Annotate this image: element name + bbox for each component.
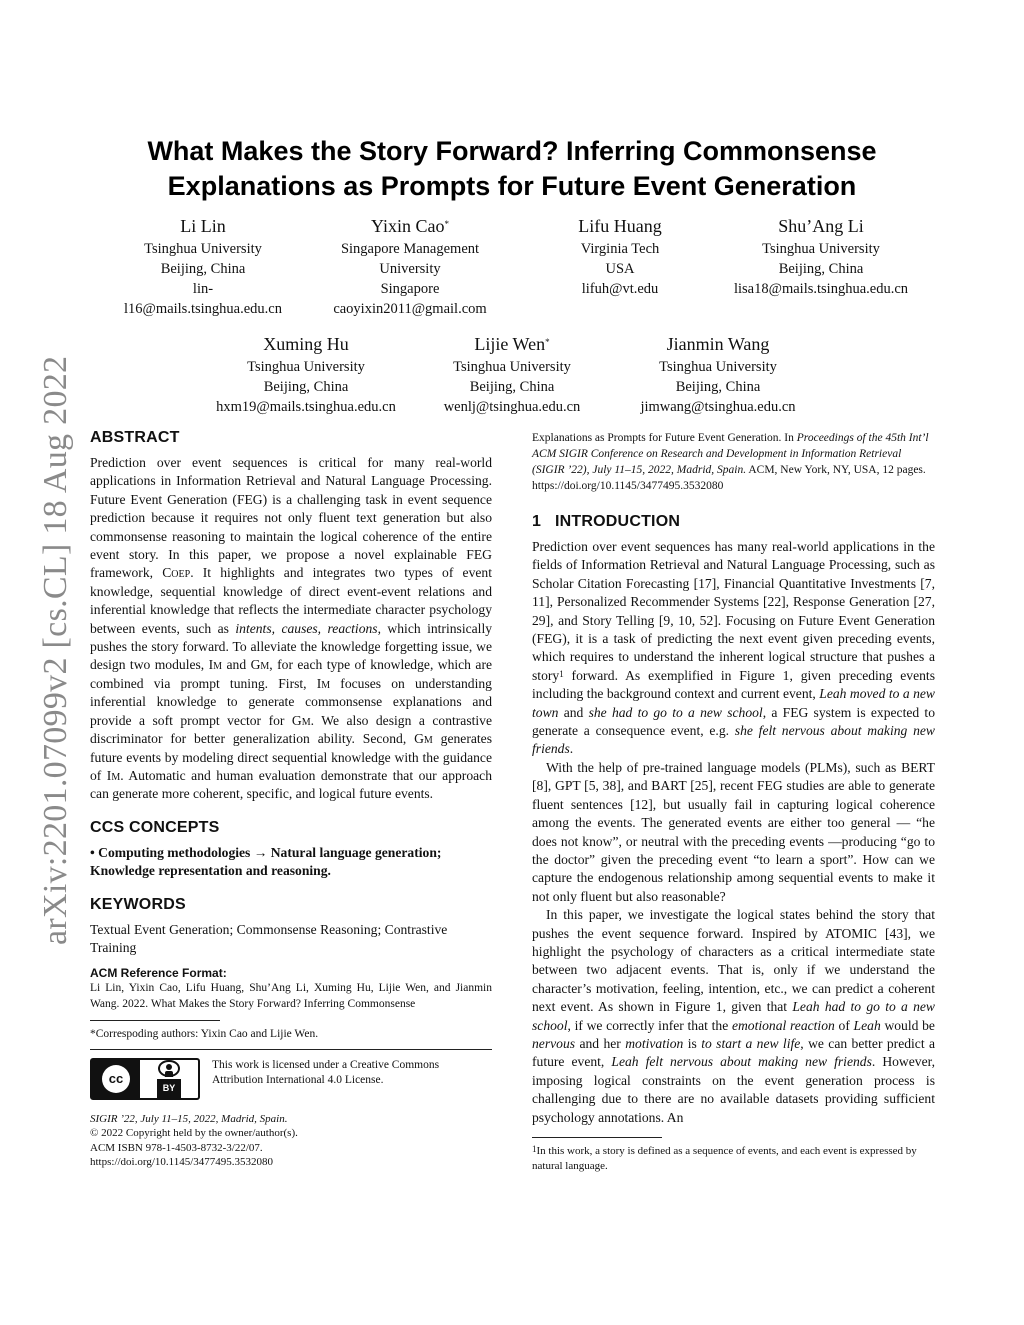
author-block <box>206 332 406 417</box>
author-email: wenlj@tsinghua.edu.cn <box>443 399 581 415</box>
intro-text: forward. As exemplified in Figure 1, given preceding events including the background context and current event, <box>532 667 935 702</box>
author-location: Singapore <box>380 281 440 297</box>
intro-text: . However, imposing logical constraints on the event generation process is challenging due to there are no available datasets providing sufficient psychology annotations. An <box>532 1054 935 1125</box>
author-affiliation: Tsinghua University <box>659 359 777 375</box>
doi-line: https://doi.org/10.1145/3477495.3532080 <box>90 1156 274 1169</box>
footnote-1 <box>532 1144 935 1173</box>
abstract-text-part: , which intrinsically pushes the story forward. To alleviate the knowledge forgetting issue, we design two modules, <box>90 620 493 673</box>
left-column <box>90 428 492 1170</box>
author-block <box>310 214 510 319</box>
abstract-text-part: focuses on understanding inferential knowledge to generate commonsense explanations and provide a soft prompt vector for <box>90 675 492 728</box>
author-email: hxm19@mails.tsinghua.edu.cn <box>216 399 396 415</box>
author-name-text: Lijie Wen <box>474 334 546 354</box>
acm-ref-proceedings: Proceedings of the 45th Int’l ACM SIGIR Conference on Research and Development in Information Retrieval (SIGIR ’22), July 11–15, 2022, Madrid, Spain. <box>532 432 929 476</box>
introduction-heading: 1 INTRODUCTION <box>532 513 681 530</box>
author-location: Beijing, China <box>675 379 761 395</box>
module-im: Im <box>208 657 223 673</box>
paper-title <box>100 134 924 204</box>
footnote-divider <box>532 1137 662 1138</box>
right-column <box>532 430 935 1173</box>
intro-text: . <box>569 741 574 757</box>
ccs-heading: CCS CONCEPTS <box>90 818 220 836</box>
abstract-heading: ABSTRACT <box>90 429 180 446</box>
author-block <box>618 332 818 417</box>
abstract-text-part: Prediction over event sequences is critical for many real-world applications in Information Retrieval and Natural Language Processing. Future Event Generation (FEG) is a challenging task in event sequence prediction because it requires not only fluent text generation but also commonsense reasoning to maintain the logical coherence of the entire event story. In this paper, we propose a novel explainable FEG framework, <box>90 455 492 581</box>
title-line-2: Explanations as Prompts for Future Event Generation <box>167 171 857 201</box>
conference-venue: SIGIR ’22, July 11–15, 2022, Madrid, Spain. <box>90 1112 288 1125</box>
intro-text: In this paper, we investigate the logical states behind the story that pushes the event sequence forward. Inspired by ATOMIC [43], we highlight the psychology of characters as a critical intermediate state between two adjacent events. That is, only if we understand the character’s motivation, feeling, intention, etc., we can predict a coherent next event. As shown in Figure 1, given that <box>532 907 935 1015</box>
corresponding-authors-note: *Correspoding authors: Yixin Cao and Lijie Wen. <box>90 1028 319 1041</box>
author-name-text: Yixin Cao <box>370 216 445 236</box>
abstract-text-part: generates future events by modeling direct sequential knowledge with the guidance of <box>90 731 492 783</box>
author-name: Jianmin Wang <box>666 334 770 354</box>
acm-ref-part: ACM, New York, NY, USA, 12 pages. https://doi.org/10.1145/3477495.3532080 <box>532 464 926 492</box>
intro-example: Leah moved to a new town <box>532 686 936 720</box>
keywords-text: Textual Event Generation; Commonsense Reasoning; Contrastive Training <box>90 921 448 955</box>
intro-example: emotional reaction <box>731 1017 835 1033</box>
intro-text: , we can better predict a future event, <box>532 1035 936 1070</box>
intro-paragraph-1 <box>532 538 935 759</box>
framework-name: Coep <box>162 565 191 581</box>
author-name: Xuming Hu <box>263 334 349 354</box>
author-block <box>714 214 928 299</box>
copyright-line: © 2022 Copyright held by the owner/author(s). <box>90 1127 298 1140</box>
author-name <box>412 332 612 356</box>
intro-text: Prediction over event sequences has many real-world applications in the fields of Information Retrieval and Natural Language Processing, such as Scholar Citation Forecasting [17], Financial Quantitative Investments [7, 11], Personalized Recommender Systems [22], Response Generation [27, 29], and Story Telling [9, 10, 52]. Focusing on Future Event Generation (FEG), it is a task of predicting the next event given preceding events, which requires to understand the inherent logical structure that pushes a story <box>532 539 935 683</box>
conference-info <box>90 1112 492 1170</box>
intro-text: and her <box>579 1035 621 1051</box>
intro-example: she felt nervous about making new friends <box>532 723 935 757</box>
intro-text: and <box>563 704 584 720</box>
footnote-marker: 1 <box>559 668 564 679</box>
author-email: caoyixin2011@gmail.com <box>333 301 487 317</box>
author-affiliation-cont: University <box>379 261 441 277</box>
corresponding-mark: * <box>545 337 550 347</box>
acm-reference-heading: ACM Reference Format: <box>90 966 227 981</box>
intro-example: Leah had to go to a new school <box>532 999 935 1033</box>
abstract-text-part: . We also design a contrastive discriminator for better generalization ability. Second, <box>90 712 492 747</box>
keywords-heading: KEYWORDS <box>90 895 186 913</box>
abstract-text-part: , for each type of knowledge, which are combined via prompt tuning. First, <box>90 657 493 691</box>
author-affiliation: Tsinghua University <box>762 241 880 257</box>
author-block <box>412 332 612 417</box>
author-location: Beijing, China <box>469 379 555 395</box>
intro-example: to start a new life <box>701 1035 801 1051</box>
module-gm: Gm <box>250 657 270 673</box>
author-email: lifuh@vt.edu <box>581 281 659 297</box>
acm-reference-text: Li Lin, Yixin Cao, Lifu Huang, Shu’Ang Li, Xuming Hu, Lijie Wen, and Jianmin Wang. 2022. What Makes the Story Forward? Inferring Commonsense <box>90 982 492 1010</box>
author-location: Beijing, China <box>778 261 864 277</box>
module-im: Im <box>106 767 121 783</box>
author-affiliation: Tsinghua University <box>144 241 262 257</box>
license-divider <box>90 1049 492 1050</box>
person-icon <box>158 1060 180 1078</box>
author-email: jimwang@tsinghua.edu.cn <box>640 399 796 415</box>
intro-text: would be <box>884 1017 935 1033</box>
author-affiliation: Virginia Tech <box>580 241 660 257</box>
abstract-text-part: and <box>226 657 247 673</box>
footnote-divider <box>90 1020 220 1021</box>
title-line-1: What Makes the Story Forward? Inferring Commonsense <box>147 136 877 166</box>
abstract-examples: intents, causes, reactions <box>235 620 378 636</box>
module-gm: Gm <box>291 712 311 728</box>
intro-example: she had to go to a new school <box>588 704 763 720</box>
author-email-cont: l16@mails.tsinghua.edu.cn <box>124 301 282 317</box>
author-email: lisa18@mails.tsinghua.edu.cn <box>733 281 909 297</box>
by-label: BY <box>157 1079 182 1097</box>
author-name: Li Lin <box>180 216 226 236</box>
acm-reference-continued <box>532 430 935 494</box>
by-icon <box>140 1060 198 1098</box>
author-block <box>520 214 720 299</box>
ccs-concepts: • Computing methodologies → Natural language generation; Knowledge representation and reasoning. <box>90 844 442 879</box>
acm-ref-part: Explanations as Prompts for Future Event Generation. In <box>532 432 794 444</box>
intro-example: motivation <box>625 1035 684 1051</box>
intro-paragraph-2: With the help of pre-trained language models (PLMs), such as BERT [8], GPT [5, 38], and BART [25], recent FEG studies are able to generate fluent sentences [12], but usually fail in capturing logical coherence among the events. The generated events are either too general — “he does not know”, or neutral with the preceding events —producing “go to the doctor” given the preceding event “to learn a sport”. How can we capture the endogenous relationship among sequential events to make it not only fluent but also reasonable? <box>532 759 935 904</box>
author-block <box>103 214 303 319</box>
author-location: USA <box>605 261 635 277</box>
intro-paragraph-3 <box>532 906 935 1127</box>
corresponding-mark: * <box>444 219 449 229</box>
module-gm: Gm <box>414 731 433 747</box>
footnote-text: In this work, a story is defined as a sequence of events, and each event is expressed by natural language. <box>532 1145 917 1172</box>
intro-text: , if we correctly infer that the <box>567 1017 729 1033</box>
author-name: Shu’Ang Li <box>778 216 864 236</box>
cc-by-badge <box>90 1058 200 1100</box>
author-affiliation: Tsinghua University <box>453 359 571 375</box>
license-text: This work is licensed under a Creative Commons Attribution International 4.0 License. <box>212 1058 440 1086</box>
cc-icon <box>92 1060 140 1098</box>
intro-text: , a FEG system is expected to generate a consequence event, e.g. <box>532 704 935 739</box>
abstract-text <box>90 454 492 804</box>
intro-example: Leah felt nervous about making new friends <box>611 1054 872 1070</box>
license-block <box>90 1058 492 1100</box>
author-location: Beijing, China <box>263 379 349 395</box>
intro-example: nervous <box>532 1035 576 1051</box>
module-im: Im <box>316 675 331 691</box>
author-name: Lifu Huang <box>578 216 662 236</box>
footnote-number: 1 <box>532 1144 537 1154</box>
isbn-line: ACM ISBN 978-1-4503-8732-3/22/07. <box>90 1141 263 1154</box>
abstract-text-part: . Automatic and human evaluation demonstrate that our approach can generate more coherent, specific, and logical future events. <box>90 767 492 802</box>
arxiv-identifier: arXiv:2201.07099v2 [cs.CL] 18 Aug 2022 <box>37 355 74 945</box>
cc-icon-label: cc <box>102 1065 130 1093</box>
author-name <box>310 214 510 238</box>
author-location: Beijing, China <box>160 261 246 277</box>
intro-text: is <box>687 1035 697 1051</box>
author-affiliation: Tsinghua University <box>247 359 365 375</box>
author-email: lin- <box>192 281 214 297</box>
author-affiliation: Singapore Management <box>340 241 480 257</box>
abstract-text-part: . It highlights and integrates two types of event knowledge, sequential knowledge of direct event-event relations and inferential knowledge that reflects the intermediate character psychology between events, such as <box>90 565 492 636</box>
intro-example: Leah <box>853 1017 881 1033</box>
intro-text: of <box>838 1017 850 1033</box>
